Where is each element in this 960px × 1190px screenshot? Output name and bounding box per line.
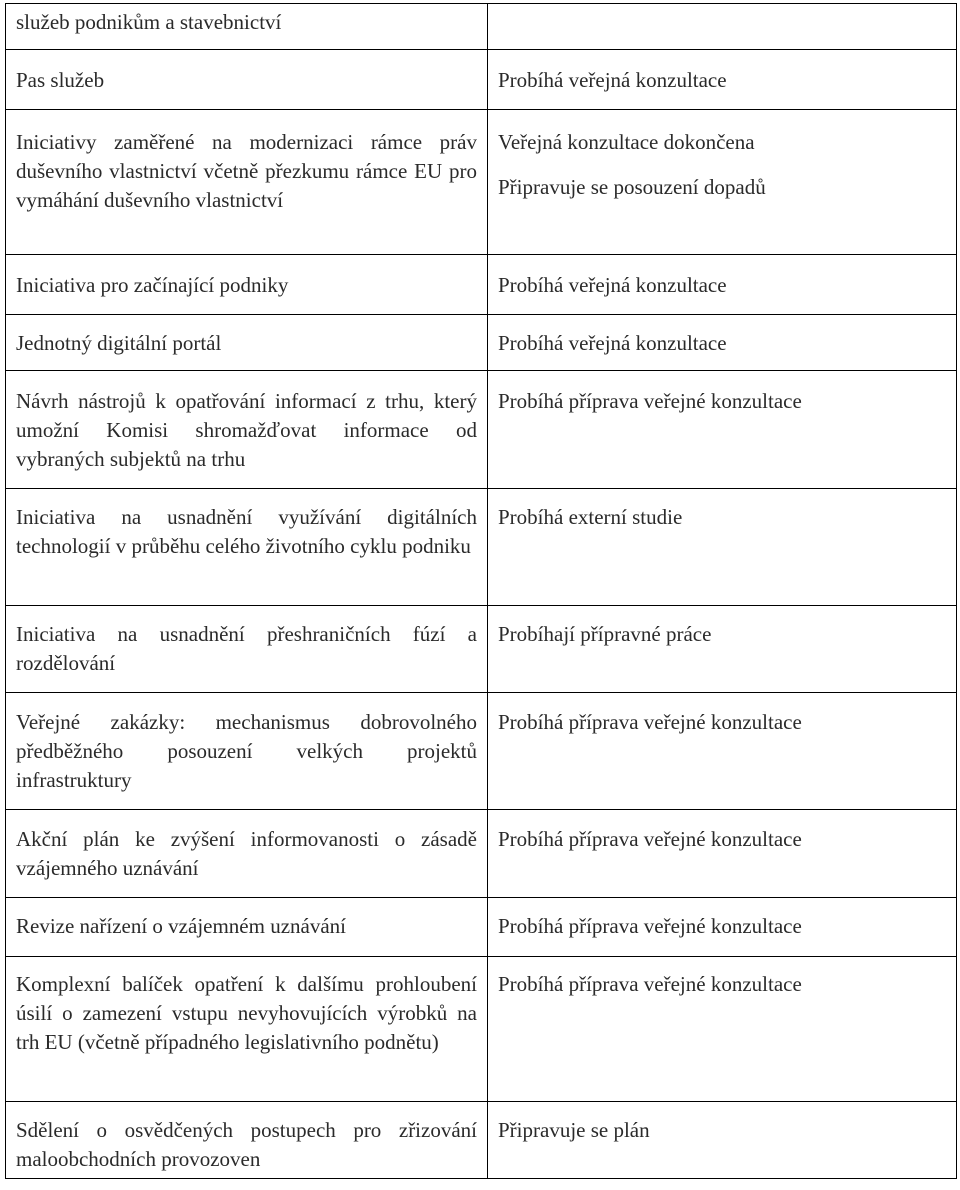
table-row <box>6 4 957 50</box>
table-row <box>6 957 957 1102</box>
status-cell <box>488 606 957 693</box>
status-text: Probíhá veřejná konzultace <box>498 273 727 297</box>
table-row <box>6 898 957 957</box>
status-text: Připravuje se plán <box>498 1118 650 1142</box>
status-cell <box>488 957 957 1102</box>
initiatives-table <box>5 3 957 1179</box>
status-cell <box>488 1102 957 1179</box>
status-cell <box>488 810 957 898</box>
initiative-cell: Jednotný digitální portál <box>6 315 488 371</box>
status-text: Probíhá veřejná konzultace <box>498 68 727 92</box>
status-cell <box>488 693 957 810</box>
table-row <box>6 110 957 255</box>
initiative-cell: Veřejné zakázky: mechanismus dobrovolného předběžného posouzení velkých projektů infrastruktury <box>6 693 488 810</box>
initiative-cell: Akční plán ke zvýšení informovanosti o zásadě vzájemného uznávání <box>6 810 488 898</box>
table-row <box>6 810 957 898</box>
status-text: Připravuje se posouzení dopadů <box>498 175 766 199</box>
table-row <box>6 315 957 371</box>
initiative-cell: Pas služeb <box>6 50 488 110</box>
status-text: Probíhá příprava veřejné konzultace <box>498 389 802 413</box>
table-row <box>6 255 957 315</box>
status-text: Probíhá příprava veřejné konzultace <box>498 972 802 996</box>
table-row <box>6 693 957 810</box>
table-row <box>6 371 957 489</box>
status-text: Probíhá příprava veřejné konzultace <box>498 827 802 851</box>
table-row <box>6 489 957 606</box>
initiative-cell: služeb podnikům a stavebnictví <box>6 4 488 50</box>
status-cell <box>488 110 957 255</box>
status-cell <box>488 489 957 606</box>
table-row <box>6 606 957 693</box>
initiative-cell: Iniciativy zaměřené na modernizaci rámce práv duševního vlastnictví včetně přezkumu rámce EU pro vymáhání duševního vlastnictví <box>6 110 488 255</box>
status-cell <box>488 898 957 957</box>
status-text: Probíhá externí studie <box>498 505 683 529</box>
status-cell <box>488 315 957 371</box>
status-text: Probíhá příprava veřejné konzultace <box>498 710 802 734</box>
table-row <box>6 1102 957 1179</box>
initiative-cell: Iniciativa pro začínající podniky <box>6 255 488 315</box>
initiative-cell: Sdělení o osvědčených postupech pro zřizování maloobchodních provozoven <box>6 1102 488 1179</box>
initiative-cell: Iniciativa na usnadnění přeshraničních fúzí a rozdělování <box>6 606 488 693</box>
status-cell <box>488 4 957 50</box>
initiative-cell: Komplexní balíček opatření k dalšímu prohloubení úsilí o zamezení vstupu nevyhovujících výrobků na trh EU (včetně případného legislativního podnětu) <box>6 957 488 1102</box>
initiative-cell: Iniciativa na usnadnění využívání digitálních technologií v průběhu celého životního cyklu podniku <box>6 489 488 606</box>
status-text: Probíhá veřejná konzultace <box>498 331 727 355</box>
status-text: Probíhají přípravné práce <box>498 622 712 646</box>
initiative-cell: Revize nařízení o vzájemném uznávání <box>6 898 488 957</box>
status-text: Veřejná konzultace dokončena <box>498 130 755 154</box>
status-cell <box>488 255 957 315</box>
status-cell <box>488 50 957 110</box>
table-row <box>6 50 957 110</box>
status-cell <box>488 371 957 489</box>
status-text: Probíhá příprava veřejné konzultace <box>498 914 802 938</box>
initiative-cell: Návrh nástrojů k opatřování informací z trhu, který umožní Komisi shromažďovat informace od vybraných subjektů na trhu <box>6 371 488 489</box>
